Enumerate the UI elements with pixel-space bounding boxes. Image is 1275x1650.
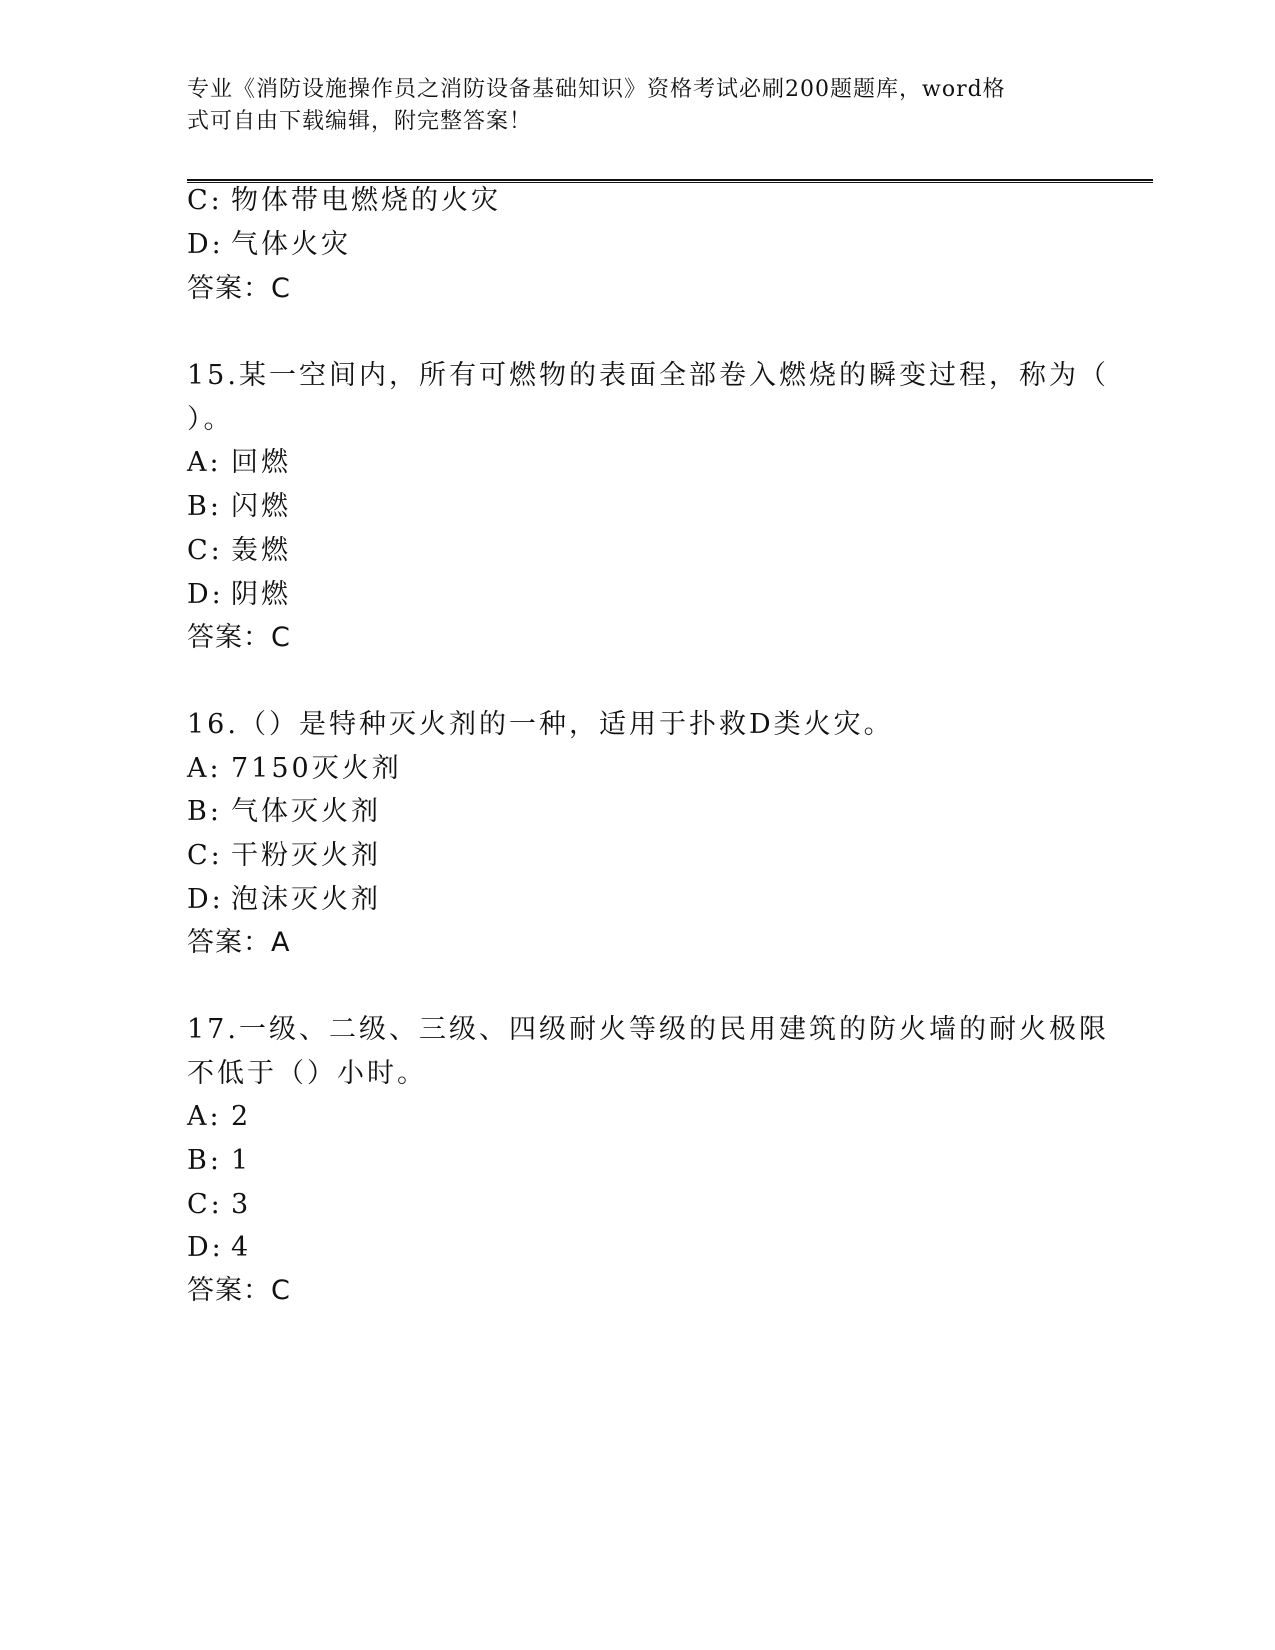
option-text: 2 (231, 1101, 252, 1132)
option-b (187, 490, 291, 524)
option-a (187, 1100, 251, 1134)
header-line-2: 式可自由下载编辑，附完整答案！ (187, 109, 533, 134)
option-key: B: (187, 491, 222, 522)
option-c (187, 1188, 251, 1222)
answer-line: 答案：C (187, 1275, 291, 1306)
option-text: 回燃 (231, 447, 291, 478)
option-key: D: (187, 229, 224, 260)
option-key: C: (187, 535, 223, 566)
option-key: B: (187, 1145, 222, 1176)
option-key: C: (187, 840, 223, 871)
option-text: 物体带电燃烧的火灾 (231, 185, 501, 216)
option-b (187, 1144, 251, 1178)
option-a (187, 752, 402, 786)
option-a (187, 446, 291, 480)
option-c (187, 184, 501, 218)
question-stem-line: 17.一级、二级、三级、四级耐火等级的民用建筑的防火墙的耐火极限 (187, 1014, 1109, 1045)
header-divider (187, 179, 1153, 183)
option-text: 干粉灭火剂 (231, 840, 381, 871)
option-key: A: (187, 447, 222, 478)
option-key: D: (187, 1232, 224, 1263)
option-text: 气体灭火剂 (231, 796, 381, 827)
option-text: 轰燃 (231, 535, 291, 566)
option-key: D: (187, 579, 224, 610)
question-stem-line: 16.（）是特种灭火剂的一种，适用于扑救D类火灾。 (187, 709, 894, 740)
option-text: 泡沫灭火剂 (231, 884, 381, 915)
option-key: A: (187, 753, 222, 784)
option-d (187, 1231, 251, 1265)
option-text: 闪燃 (231, 491, 291, 522)
option-text: 阴燃 (231, 579, 291, 610)
option-key: C: (187, 185, 223, 216)
document-header (187, 74, 1067, 138)
question-stem-line: 不低于（）小时。 (187, 1058, 427, 1089)
answer-line: 答案：C (187, 622, 291, 653)
answer-line: 答案：A (187, 927, 291, 958)
option-d (187, 228, 351, 262)
answer-line: 答案：C (187, 273, 291, 304)
option-d (187, 578, 291, 612)
option-key: A: (187, 1101, 222, 1132)
option-c (187, 534, 291, 568)
option-b (187, 795, 381, 829)
option-key: C: (187, 1189, 223, 1220)
option-key: D: (187, 884, 224, 915)
question-stem-line: ）。 (187, 404, 234, 435)
option-text: 1 (231, 1145, 252, 1176)
option-text: 7150灭火剂 (231, 753, 402, 784)
option-key: B: (187, 796, 222, 827)
question-stem-line: 15.某一空间内，所有可燃物的表面全部卷入燃烧的瞬变过程，称为（ (187, 360, 1109, 391)
header-line-1: 专业《消防设施操作员之消防设备基础知识》资格考试必刷200题题库，word格 (187, 77, 1006, 102)
option-text: 气体火灾 (231, 229, 351, 260)
option-c (187, 839, 381, 873)
option-text: 3 (231, 1189, 252, 1220)
option-d (187, 883, 381, 917)
option-text: 4 (231, 1232, 252, 1263)
